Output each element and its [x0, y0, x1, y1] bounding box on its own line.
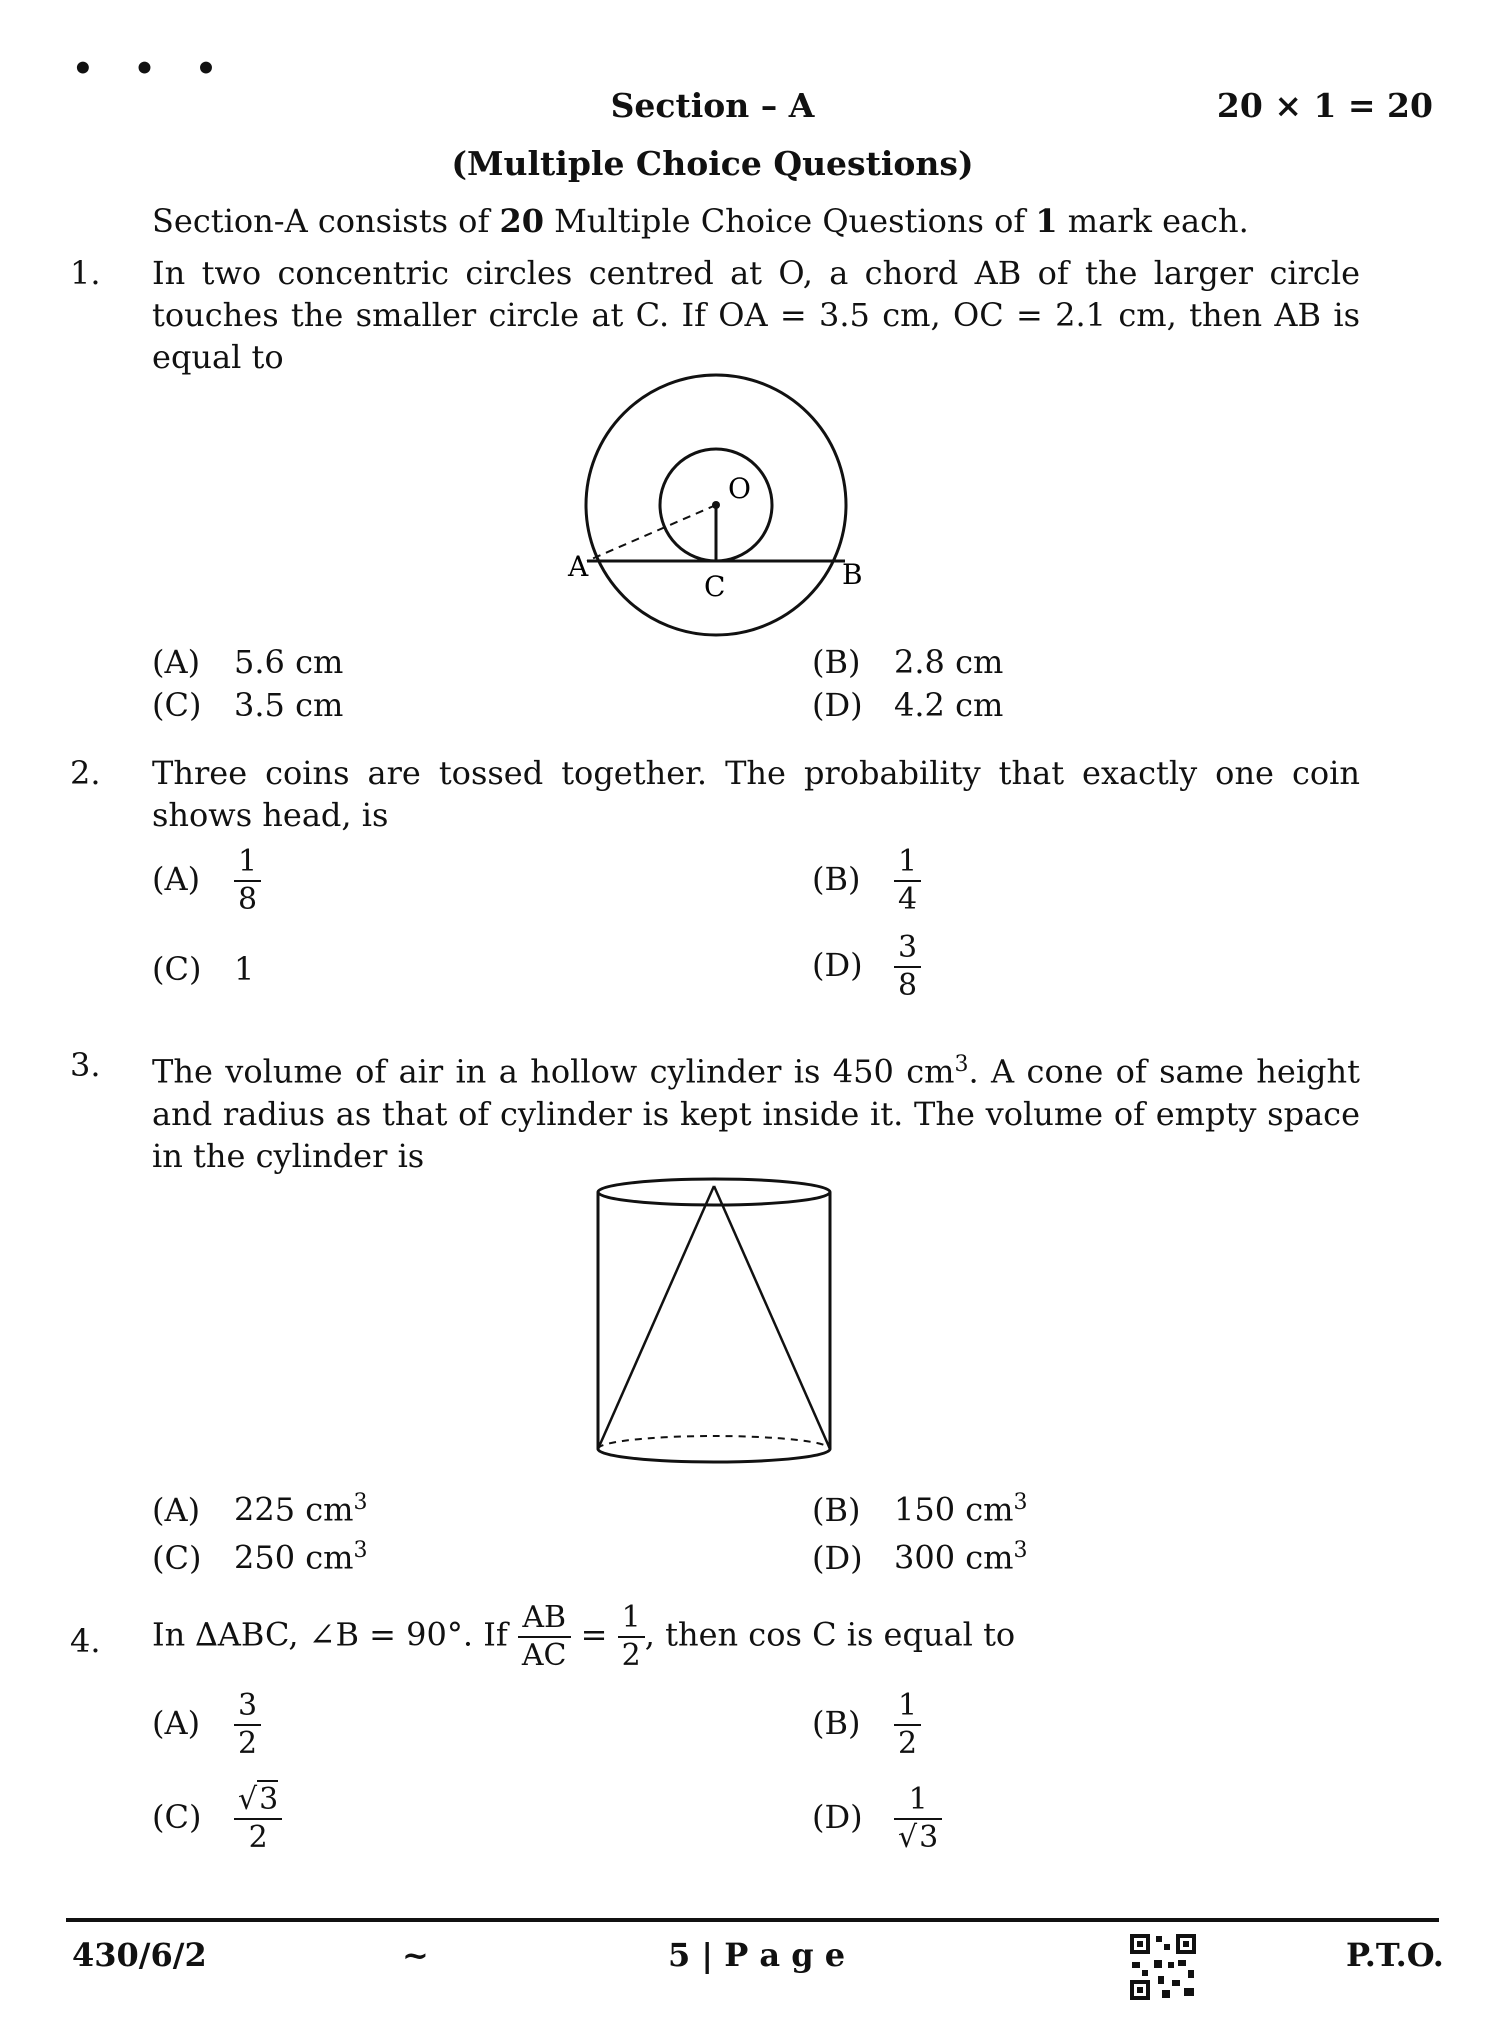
question-number: 3. [70, 1046, 101, 1084]
option-a[interactable] [152, 641, 343, 683]
denominator: 2 [898, 1726, 918, 1761]
cylinder-cone-figure [590, 1176, 840, 1478]
numerator: 1 [234, 844, 261, 882]
denominator: 8 [898, 968, 918, 1003]
numerator: 1 [618, 1600, 645, 1638]
fraction [518, 1600, 571, 1674]
option-label: (C) [152, 686, 202, 724]
segment-oa [587, 505, 716, 561]
option-unit: cm [965, 1538, 1014, 1577]
fraction [234, 844, 261, 918]
option-unit: cm [305, 1538, 354, 1577]
fraction [234, 1688, 261, 1762]
qr-code-icon [1128, 1932, 1198, 2002]
option-c[interactable] [152, 948, 254, 990]
intro-mark: 1 [1035, 202, 1058, 240]
option-value: 300 [894, 1538, 956, 1577]
label-a: A [568, 550, 589, 583]
option-b[interactable] [812, 641, 1003, 683]
option-a[interactable] [152, 844, 261, 918]
denominator [894, 1820, 942, 1856]
denominator: 8 [238, 882, 258, 917]
intro-text: mark each. [1057, 202, 1249, 240]
intro-text: Section-A consists of [152, 202, 500, 240]
option-b[interactable] [812, 1482, 1028, 1531]
question-text-part: . A cone of same height and radius as that of cylinder is kept inside it. The volume of empty space in the cylinder is [152, 1052, 1361, 1175]
option-label: (B) [812, 1490, 861, 1529]
question-text: In two concentric circles centred at O, a chord AB of the larger circle touches the smaller circle at C. If OA = 3.5 cm, OC = 2.1 cm, then AB is equal to [152, 254, 1360, 376]
option-label: (C) [152, 950, 202, 988]
denominator: 2 [238, 1726, 258, 1761]
question-text [152, 1600, 1015, 1674]
radicand: 3 [259, 1782, 279, 1817]
option-d[interactable] [812, 684, 1003, 726]
option-text: 1 [234, 950, 255, 988]
question-text-part: , then cos C is equal to [644, 1615, 1016, 1654]
intro-count: 20 [499, 202, 544, 240]
denominator: 2 [248, 1820, 268, 1855]
option-label: (A) [152, 1703, 201, 1742]
paper-code: 430/6/2 [72, 1936, 207, 1974]
section-title: Section – A [610, 86, 815, 125]
sqrt-sign: √ [898, 1820, 918, 1855]
option-label: (B) [812, 1703, 861, 1742]
numerator: 1 [894, 1782, 942, 1820]
option-label: (D) [812, 1538, 863, 1577]
decorative-dots: • • • [72, 49, 231, 89]
numerator: AB [518, 1600, 571, 1638]
option-label: (C) [152, 1797, 202, 1836]
option-label: (D) [812, 945, 863, 984]
option-unit: cm [965, 1490, 1014, 1529]
concentric-circles-figure [540, 370, 880, 650]
option-text: 5.6 cm [234, 643, 344, 681]
cone-left [598, 1186, 714, 1449]
footer-divider [66, 1918, 1439, 1922]
radicand: 3 [919, 1820, 939, 1855]
page-number: 5 | P a g e [668, 1936, 846, 1974]
option-text: 4.2 cm [894, 686, 1004, 724]
option-label: (B) [812, 643, 861, 681]
option-a[interactable] [152, 1688, 261, 1762]
equals-sign: = [570, 1615, 618, 1654]
option-text: 2.8 cm [894, 643, 1004, 681]
option-value: 225 [234, 1490, 296, 1529]
sqrt-sign: √ [238, 1782, 258, 1817]
option-d[interactable] [812, 1782, 942, 1856]
option-b[interactable] [812, 1688, 921, 1762]
question-text-part: In ∆ABC, ∠B = 90°. If [152, 1615, 518, 1654]
superscript: 3 [1013, 1538, 1028, 1563]
question-number: 4. [70, 1622, 101, 1660]
option-label: (C) [152, 1538, 202, 1577]
option-d[interactable] [812, 1530, 1028, 1579]
label-o: O [728, 472, 751, 505]
option-a[interactable] [152, 1482, 368, 1531]
question-text [152, 1044, 1360, 1177]
fraction [894, 844, 921, 918]
option-c[interactable] [152, 1530, 368, 1579]
label-c: C [704, 570, 726, 603]
intro-text: Multiple Choice Questions of [543, 202, 1036, 240]
fraction [894, 930, 921, 1004]
cylinder-bottom-back [598, 1436, 830, 1449]
cylinder-top [598, 1179, 830, 1205]
fraction [618, 1600, 645, 1674]
denominator: 2 [621, 1638, 641, 1673]
question-text-part: The volume of air in a hollow cylinder is 450 cm [152, 1052, 955, 1091]
option-c[interactable] [152, 1782, 282, 1856]
superscript: 3 [353, 1490, 368, 1515]
question-number: 2. [70, 754, 101, 792]
option-label: (A) [152, 1490, 201, 1529]
numerator [234, 1782, 282, 1820]
cylinder-bottom-front [598, 1449, 830, 1462]
fraction [234, 1782, 282, 1856]
option-value: 250 [234, 1538, 296, 1577]
section-subtitle: (Multiple Choice Questions) [451, 144, 974, 183]
option-text: 3.5 cm [234, 686, 344, 724]
superscript: 3 [1013, 1490, 1028, 1515]
option-value: 150 [894, 1490, 956, 1529]
question-number: 1. [70, 254, 101, 292]
option-label: (A) [152, 643, 201, 681]
pto-label: P.T.O. [1346, 1936, 1444, 1974]
option-d[interactable] [812, 930, 921, 1004]
fraction [894, 1782, 942, 1856]
option-c[interactable] [152, 684, 343, 726]
section-instructions [152, 200, 1249, 242]
center-point [712, 501, 720, 509]
superscript: 3 [954, 1052, 969, 1077]
denominator: 4 [898, 882, 918, 917]
numerator: 1 [894, 844, 921, 882]
superscript: 3 [353, 1538, 368, 1563]
section-marks: 20 × 1 = 20 [1216, 86, 1433, 125]
option-label: (B) [812, 859, 861, 898]
option-label: (D) [812, 686, 863, 724]
question-text: Three coins are tossed together. The probability that exactly one coin shows head, is [152, 754, 1360, 834]
option-unit: cm [305, 1490, 354, 1529]
label-b: B [842, 558, 863, 591]
option-label: (A) [152, 859, 201, 898]
footer-tilde: ~ [402, 1936, 429, 1974]
numerator: 1 [894, 1688, 921, 1726]
option-b[interactable] [812, 844, 921, 918]
denominator: AC [521, 1638, 567, 1673]
option-label: (D) [812, 1797, 863, 1836]
numerator: 3 [894, 930, 921, 968]
cone-right [714, 1186, 830, 1449]
numerator: 3 [234, 1688, 261, 1726]
fraction [894, 1688, 921, 1762]
